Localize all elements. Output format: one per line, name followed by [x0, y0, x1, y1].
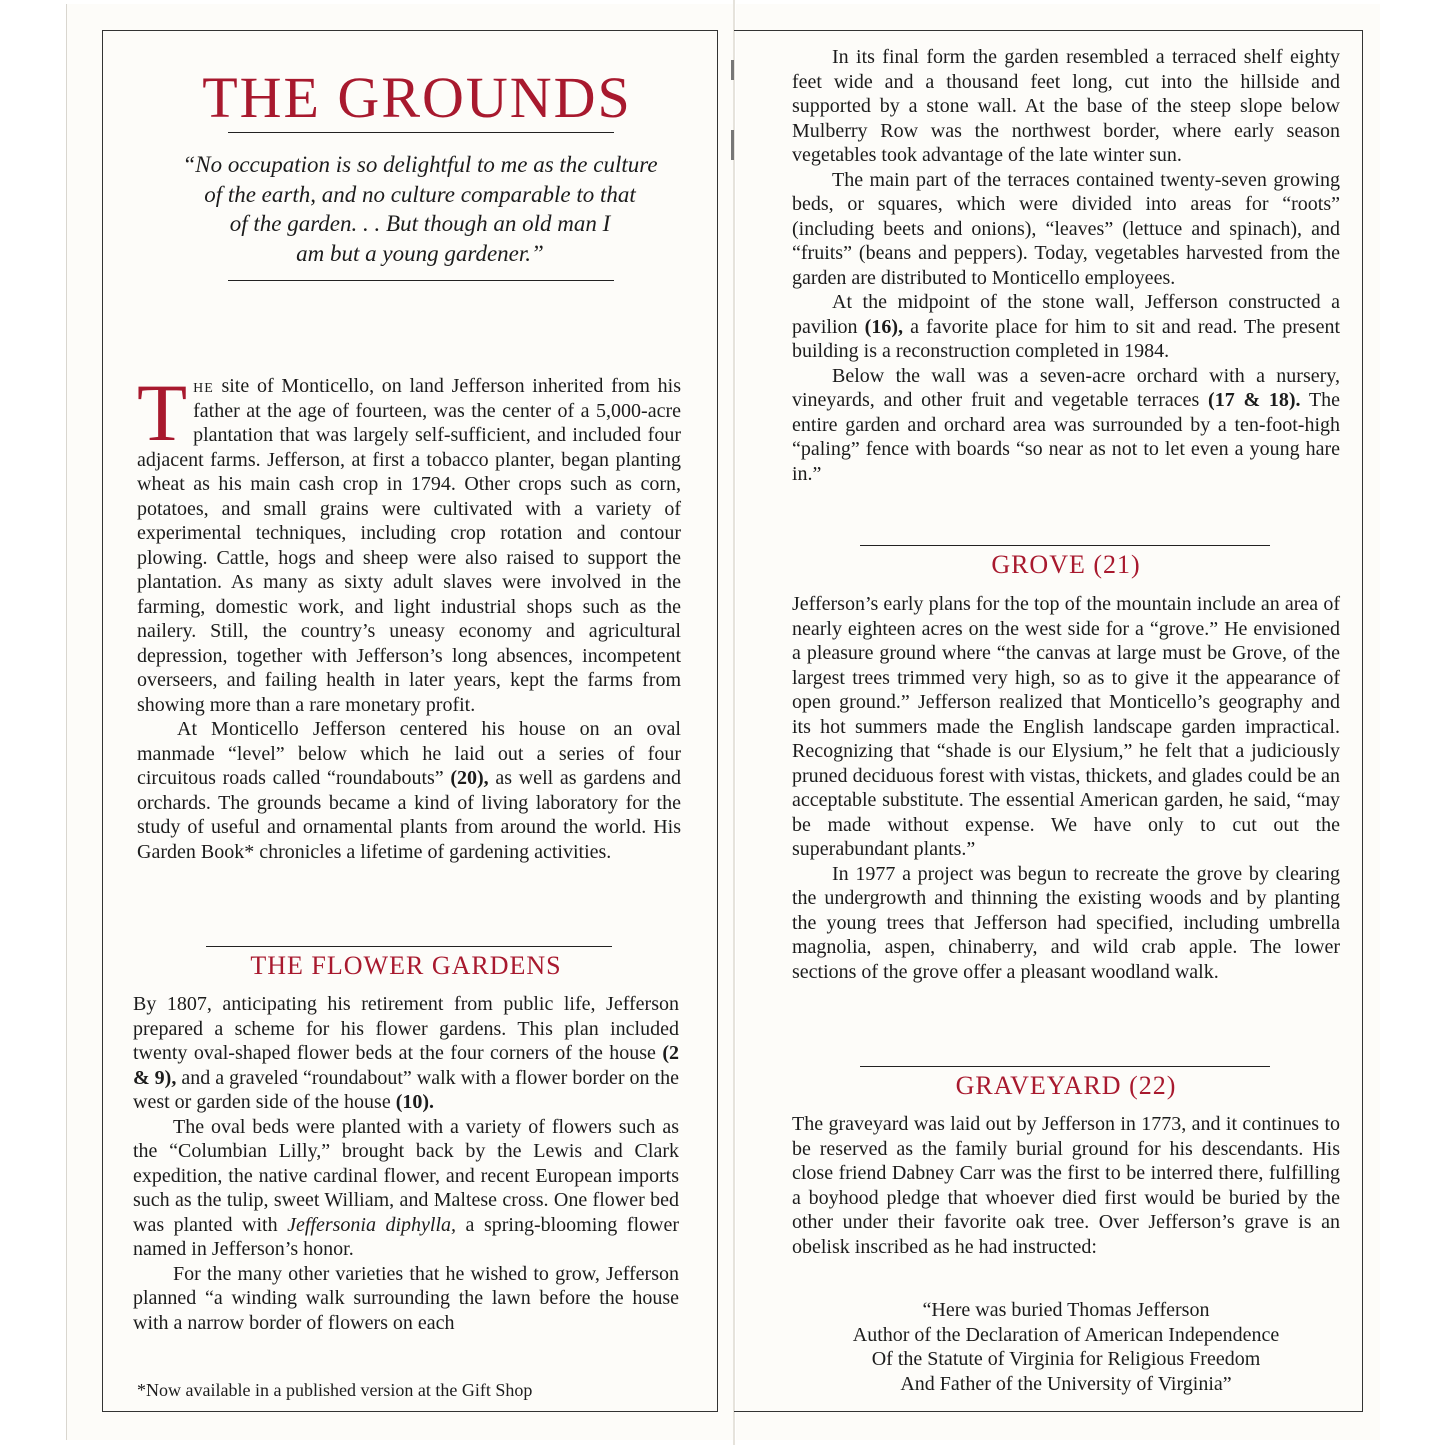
flower-paragraph: and a graveled “roundabout” walk with a flower border on the west or garden side of the house: [133, 1066, 679, 1113]
page-title: THE GROUNDS: [202, 65, 632, 130]
inscription-line: And Father of the University of Virginia”: [900, 1372, 1232, 1395]
grove-paragraph: Jefferson’s early plans for the top of the mountain include an area of nearly eighteen acres on the west side for a “grove.” He envisioned a pleasure ground where “the canvas at large must be Grove, of the largest trees trimmed very high, so as to give it the appearance of open ground.” Jefferson realized that Monticello’s geography and its hot summers made the English landscape garden impractical. Recognizing that “shade is our Elysium,” he felt that a judiciously pruned deciduous forest with vistas, thickets, and glades could be an acceptable substitute. The essential American garden, he said, “may be made without expense. We have only to cut out the superabundant plants.”: [792, 593, 1340, 860]
grove-paragraph: In 1977 a project was begun to recreate the grove by clearing the undergrowth and thinning the existing woods and by planting the young trees that Jefferson had specified, including umbrella magnolia, aspen, chinaberry, and wild crab apple. The lower sections of the grove offer a pleasant woodland walk.: [792, 862, 1340, 983]
flower-paragraph: a spring-blooming flower named in Jefferson’s honor.: [133, 1213, 679, 1260]
section-rule: [206, 946, 612, 947]
flower-gardens-text: [133, 992, 679, 1335]
inscription-line: Of the Statute of Virginia for Religious Freedom: [871, 1348, 1261, 1370]
lead-in: he: [193, 375, 214, 397]
epigraph-rule: [228, 280, 614, 281]
graveyard-paragraph: The graveyard was laid out by Jefferson in 1773, and it continues to be reserved as the family burial ground for his descendants. His close friend Dabney Carr was the first to be interred there, fulfilling a boyhood pledge that whoever died first would be buried by the other under their favorite oak tree. Over Jefferson’s grave is an obelisk inscribed as he had instructed:: [792, 1113, 1340, 1258]
map-reference: (16),: [864, 315, 903, 338]
inscription-line: “Here was buried Thomas Jefferson: [922, 1299, 1210, 1321]
flower-paragraph: By 1807, anticipating his retirement from public life, Jefferson prepared a scheme for his flower gardens. This plan included twenty oval-shaped flower beds at the four corners of the house: [133, 993, 679, 1064]
flower-paragraph: The oval beds were planted with a variety of flowers such as the “Columbian Lilly,” brought back by the Lewis and Clark expedition, the native cardinal flower, and recent European imports such as the tulip, sweet William, and Maltese cross. One flower bed was planted with: [133, 1115, 679, 1236]
garden-text: [792, 45, 1340, 486]
grove-text: [792, 592, 1340, 984]
map-reference: (20),: [450, 767, 489, 789]
garden-paragraph: At the midpoint of the stone wall, Jefferson constructed a pavilion: [792, 291, 1340, 338]
garden-paragraph: The entire garden and orchard area was surrounded by a ten-foot-high “paling” fence with boards “so near as not to let even a young hare in.”: [792, 389, 1341, 485]
intro-paragraph: At Monticello Jefferson centered his house on an oval manmade “level” below which he laid out a series of four circuitous roads called “roundabouts”: [137, 718, 681, 789]
intro-paragraph: site of Monticello, on land Jefferson inherited from his father at the age of fourteen, was the center of a 5,000-acre plantation that was largely self-sufficient, and included four adjacent farms. Jefferson, at first a tobacco planter, began planting wheat as his main cash crop in 1794. Other crops such as corn, potatoes, and small grains were cultivated with a variety of experimental techniques, including crop rotation and contour plowing. Cattle, hogs and sheep were also raised to support the plantation. As many as sixty adult slaves were involved in the farming, domestic work, and light industrial shops such as the nailery. Still, the country’s uneasy economy and agricultural depression, together with Jefferson’s long absences, incompetent overseers, and failing health in later years, kept the farms from showing more than a rare monetary profit.: [137, 375, 681, 716]
garden-paragraph: a favorite place for him to sit and read. The present building is a reconstruction completed in 1984.: [792, 315, 1341, 362]
intro-paragraph: as well as gardens and orchards. The grounds became a kind of living laboratory for the study of useful and ornamental plants from around the world. His Garden Book* chronicles a lifetime of gardening activities.: [137, 767, 682, 863]
graveyard-text: [792, 1112, 1340, 1259]
grove-heading: GROVE (21): [991, 550, 1141, 579]
epigraph-line: “No occupation is so delightful to me as the culture: [182, 152, 658, 177]
species-name: Jeffersonia diphylla,: [287, 1213, 457, 1236]
map-reference: (17 & 18).: [1208, 389, 1301, 411]
epigraph-line: of the earth, and no culture comparable to that: [204, 181, 636, 207]
graveyard-heading: GRAVEYARD (22): [955, 1071, 1177, 1100]
garden-paragraph: In its final form the garden resembled a terraced shelf eighty feet wide and a thousand feet long, cut into the hillside and supported by a stone wall. At the base of the steep slope below Mulberry Row was the northwest border, where early season vegetables took advantage of the late winter sun.: [792, 46, 1340, 166]
footnote: *Now available in a published version at the Gift Shop: [137, 1380, 533, 1400]
obelisk-inscription: [792, 1298, 1340, 1396]
flower-paragraph: For the many other varieties that he wished to grow, Jefferson planned “a winding walk surrounding the lawn before the house with a narrow border of flowers on each: [133, 1262, 679, 1334]
epigraph: [150, 150, 690, 268]
section-rule: [860, 1066, 1270, 1067]
intro-text: [137, 367, 682, 864]
garden-paragraph: The main part of the terraces contained twenty-seven growing beds, or squares, which were divided into areas for “roots” (including beets and onions), “leaves” (lettuce and spinach), and “fruits” (beans and peppers). Today, vegetables harvested from the garden are distributed to Monticello employees.: [792, 168, 1340, 289]
epigraph-line: am but a young gardener.”: [296, 240, 544, 266]
map-reference: (10).: [395, 1091, 435, 1113]
flower-gardens-heading: THE FLOWER GARDENS: [250, 951, 562, 980]
section-rule: [860, 545, 1270, 546]
garden-paragraph: Below the wall was a seven-acre orchard with a nursery, vineyards, and other fruit and vegetable terraces: [792, 364, 1340, 411]
inscription-line: Author of the Declaration of American Independence: [852, 1323, 1280, 1346]
drop-cap: T: [137, 367, 188, 458]
epigraph-line: of the garden. . . But though an old man I: [229, 211, 611, 236]
title-rule: [228, 132, 614, 133]
map-reference: (2 & 9),: [133, 1042, 679, 1089]
